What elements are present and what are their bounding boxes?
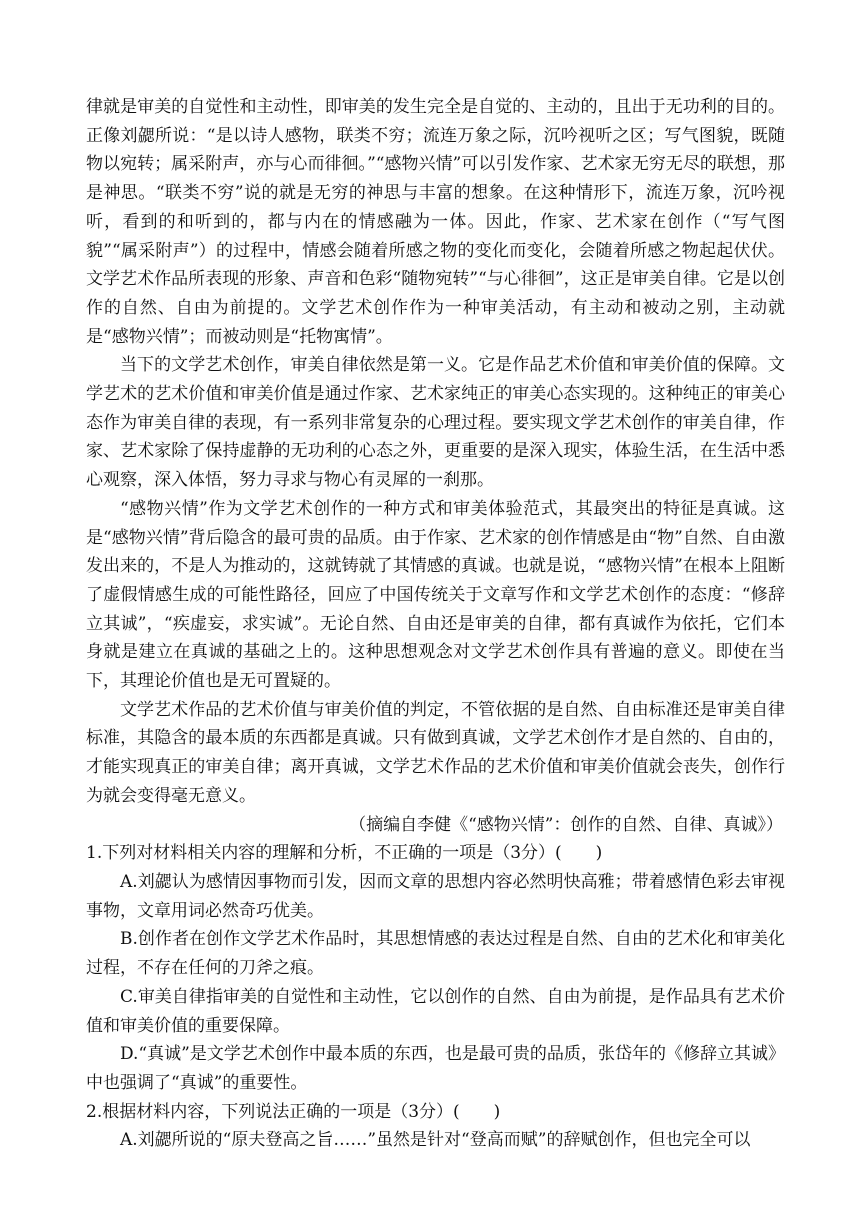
- body-paragraph-4: 文学艺术作品的艺术价值与审美价值的判定，不管依据的是自然、自由标准还是审美自律标准，其隐含的最本质的东西都是真诚。只有做到真诚，文学艺术创作才是自然的、自由的，才能实现真正的审美自律；离开真诚，文学艺术作品的艺术价值和审美价值就会丧失，创作行为就会变得毫无意义。: [86, 699, 785, 806]
- body-paragraph-3: “感物兴情”作为文学艺术创作的一种方式和审美体验范式，其最突出的特征是真诚。这是“感物兴情”背后隐含的最可贵的品质。由于作家、艺术家的创作情感是由“物”自然、自由激发出来的，不是人为推动的，这就铸就了其情感的真诚。也就是说，“感物兴情”在根本上阻断了虚假情感生成的可能性路径，回应了中国传统关于文章写作和文学艺术创作的态度：“修辞立其诚”，“疾虚妄，求实诚”。无论自然、自由还是审美的自律，都有真诚作为依托，它们本身就是建立在真诚的基础之上的。这种思想观念对文学艺术创作具有普遍的意义。即使在当下，其理论价值也是无可置疑的。: [86, 498, 785, 692]
- question-stem: 2.根据材料内容，下列说法正确的一项是（3分）( ): [86, 1101, 501, 1122]
- body-paragraph-1: 律就是审美的自觉性和主动性，即审美的发生完全是自觉的、主动的，且出于无功利的目的。正像刘勰所说：“是以诗人感物，联类不穷；流连万象之际，沉吟视听之区；写气图貌，既随物以宛转；属采附声，亦与心而徘徊。”“感物兴情”可以引发作家、艺术家无穷无尽的联想，那是神思。“联类不穷”说的就是无穷的神思与丰富的想象。在这种情形下，流连万象，沉吟视听，看到的和听到的，都与内在的情感融为一体。因此，作家、艺术家在创作（“写气图貌”“属采附声”）的过程中，情感会随着所感之物的变化而变化，会随着所感之物起起伏伏。文学艺术作品所表现的形象、声音和色彩“随物宛转”“与心徘徊”，这正是审美自律。它是以创作的自然、自由为前提的。文学艺术创作作为一种审美活动，有主动和被动之别，主动就是“感物兴情”；而被动则是“托物寓情”。: [86, 97, 785, 347]
- source-citation: （摘编自李健《“感物兴情”：创作的自然、自律、真诚》）: [349, 814, 783, 835]
- question-option-b: B.创作者在创作文学艺术作品时，其思想情感的表达过程是自然、自由的艺术化和审美化过程，不存在任何的刀斧之痕。: [86, 929, 785, 979]
- question-2: [86, 1098, 785, 1155]
- question-option-d: D.“真诚”是文学艺术创作中最本质的东西，也是最可贵的品质，张岱年的《修辞立其诚》中也强调了“真诚”的重要性。: [86, 1044, 785, 1093]
- question-option-a: A.刘勰认为感情因事物而引发，因而文章的思想内容必然明快高雅；带着感情色彩去审视事物，文章用词必然奇巧优美。: [86, 871, 785, 921]
- question-stem: 1.下列对材料相关内容的理解和分析，不正确的一项是（3分）( ): [86, 843, 603, 864]
- question-option-c: C.审美自律指审美的自觉性和主动性，它以创作的自然、自由为前提，是作品具有艺术价值和审美价值的重要保障。: [86, 986, 785, 1036]
- question-option-a: A.刘勰所说的“原夫登高之旨……”虽然是针对“登高而赋”的辞赋创作，但也完全可以: [120, 1130, 751, 1151]
- body-paragraph-2: 当下的文学艺术创作，审美自律依然是第一义。它是作品艺术价值和审美价值的保障。文学艺术的艺术价值和审美价值是通过作家、艺术家纯正的审美心态实现的。这种纯正的审美心态作为审美自律的表现，有一系列非常复杂的心理过程。要实现文学艺术创作的审美自律，作家、艺术家除了保持虚静的无功利的心态之外，更重要的是深入现实，体验生活，在生活中悉心观察，深入体悟，努力寻求与物心有灵犀的一刹那。: [86, 355, 785, 491]
- question-1: [86, 839, 785, 1097]
